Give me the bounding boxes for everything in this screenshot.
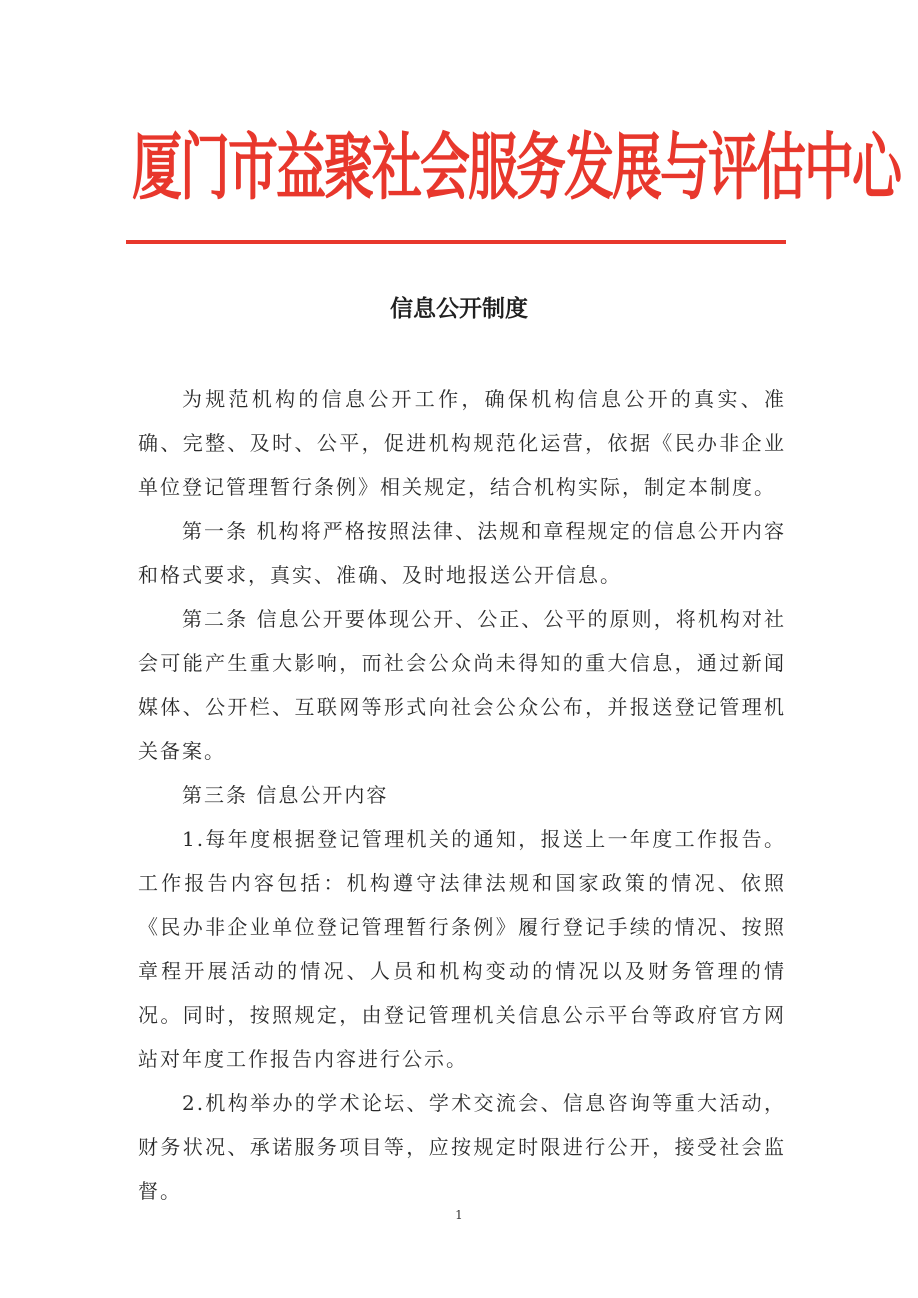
page-number: 1 bbox=[455, 1208, 463, 1222]
article-1-paragraph: 第一条 机构将严格按照法律、法规和章程规定的信息公开内容和格式要求，真实、准确、及时地报送公开信息。 bbox=[138, 519, 786, 587]
article-3-item-1: 1.每年度根据登记管理机关的通知，报送上一年度工作报告。工作报告内容包括：机构遵守法律法规和国家政策的情况、依照《民办非企业单位登记管理暂行条例》履行登记手续的情况、按照章程开展活动的情况、人员和机构变动的情况以及财务管理的情况。同时，按照规定，由登记管理机关信息公示平台等政府官方网站对年度工作报告内容进行公示。 bbox=[138, 827, 786, 1071]
document-body bbox=[138, 377, 786, 1213]
header-divider bbox=[126, 240, 786, 244]
article-3-heading: 第三条 信息公开内容 bbox=[182, 783, 389, 807]
document-title: 信息公开制度 bbox=[390, 296, 528, 322]
article-3-item-2: 2.机构举办的学术论坛、学术交流会、信息咨询等重大活动，财务状况、承诺服务项目等，应按规定时限进行公开，接受社会监督。 bbox=[138, 1091, 786, 1203]
intro-paragraph: 为规范机构的信息公开工作，确保机构信息公开的真实、准确、完整、及时、公平，促进机构规范化运营，依据《民办非企业单位登记管理暂行条例》相关规定，结合机构实际，制定本制度。 bbox=[138, 387, 786, 499]
article-2-paragraph: 第二条 信息公开要体现公开、公正、公平的原则，将机构对社会可能产生重大影响，而社会公众尚未得知的重大信息，通过新闻媒体、公开栏、互联网等形式向社会公众公布，并报送登记管理机关备案。 bbox=[138, 607, 786, 763]
organization-header: 厦门市益聚社会服务发展与评估中心 bbox=[132, 124, 900, 211]
